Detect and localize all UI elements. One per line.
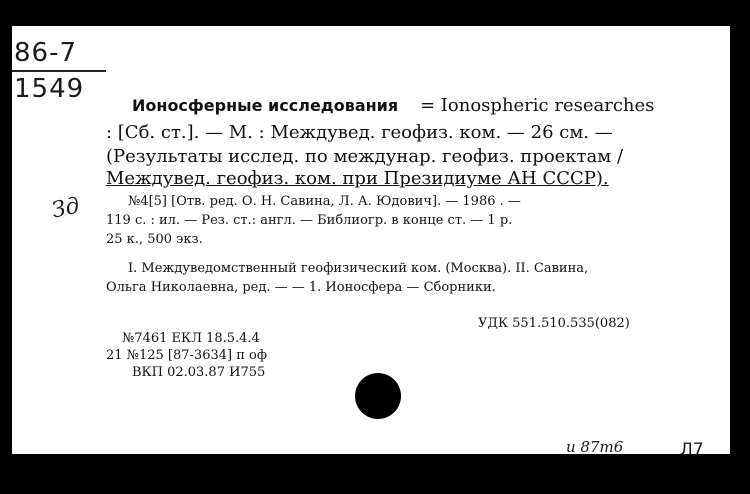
series-note-line: (Результаты исслед. по междунар. геофиз. проектам /: [106, 146, 624, 167]
inventory-number: и 87т6: [566, 438, 624, 456]
issue-line: №4[5] [Отв. ред. О. Н. Савина, Л. А. Юдович]. — 1986 . —: [128, 194, 521, 209]
margin-note: Зд: [49, 193, 82, 224]
added-entries-line: I. Междуведомственный геофизический ком. (Москва). II. Савина,: [128, 261, 589, 276]
call-number-divider: [12, 70, 106, 72]
imprint-line: : [Сб. ст.]. — М. : Междувед. геофиз. ком. — 26 см. —: [106, 122, 613, 143]
udc-classification: УДК 551.510.535(082): [478, 316, 630, 331]
call-number-bottom: 1549: [14, 74, 85, 104]
catalog-code-2: 21 №125 [87-3634] п оф: [106, 348, 268, 363]
punch-hole: [355, 373, 401, 419]
call-number-top: 86-7: [14, 38, 78, 68]
price-line: 25 к., 500 экз.: [106, 232, 203, 247]
added-entries-line-2: Ольга Николаевна, ред. — — 1. Ионосфера — Сборники.: [106, 280, 496, 295]
title-english: = Ionospheric researches: [420, 95, 655, 116]
corner-note: Л7: [680, 440, 704, 460]
catalog-code-3: ВКП 02.03.87 И755: [132, 365, 266, 380]
title-russian: Ионосферные исследования: [132, 96, 399, 115]
physical-description-line: 119 с. : ил. — Рез. ст.: англ. — Библиогр. в конце ст. — 1 р.: [106, 213, 513, 228]
catalog-code-1: №7461 ЕКЛ 18.5.4.4: [122, 331, 260, 346]
series-note-line-2: Междувед. геофиз. ком. при Президиуме АН СССР).: [106, 168, 609, 189]
